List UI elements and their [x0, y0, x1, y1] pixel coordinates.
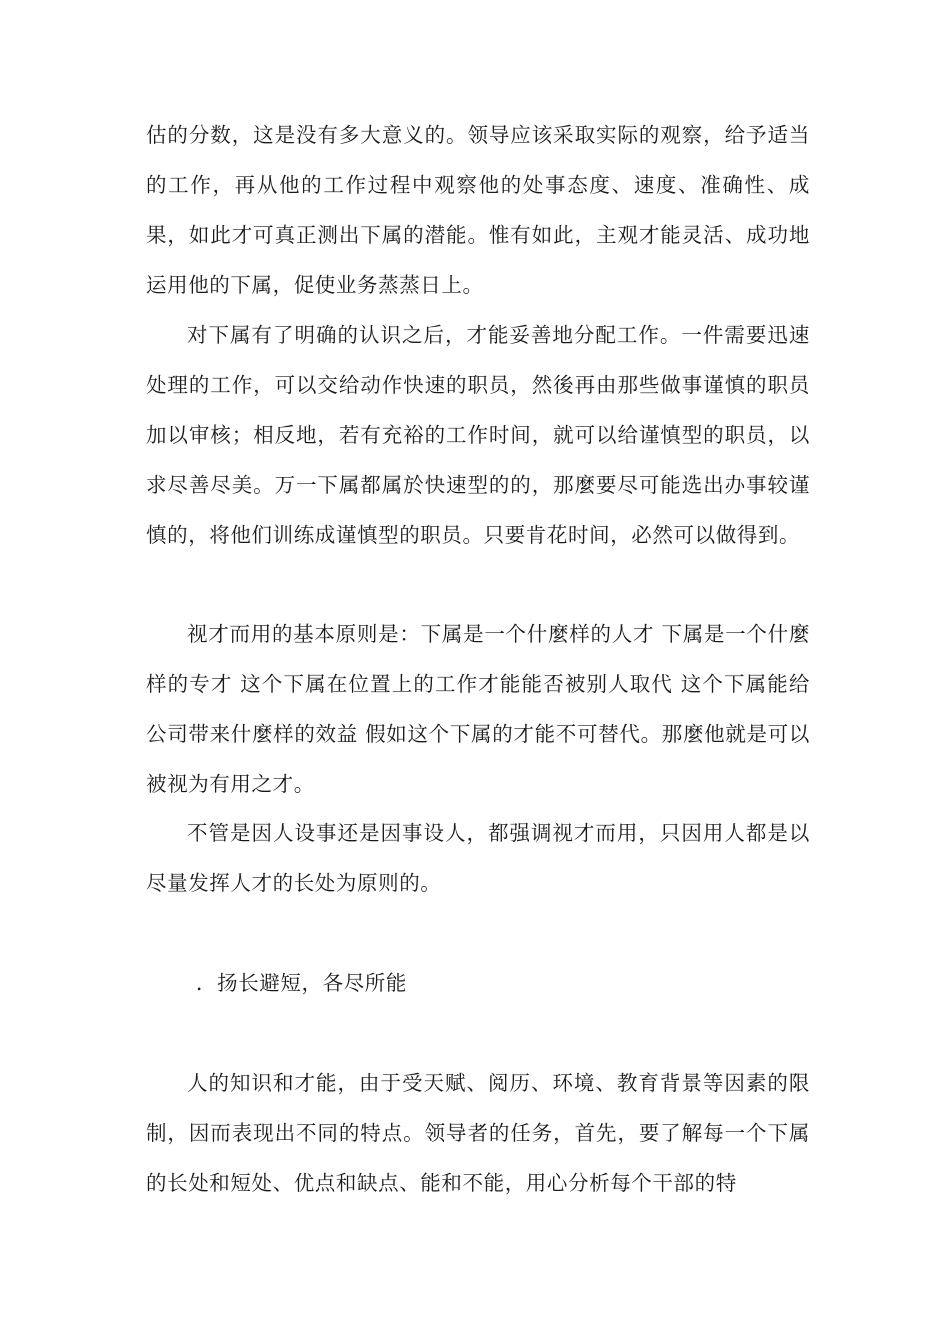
paragraph-summary: 不管是因人设事还是因事设人，都强调视才而用，只因用人都是以尽量发挥人才的长处为原则的。 — [146, 821, 810, 895]
paragraph-task-assignment: 对下属有了明确的认识之后，才能妥善地分配工作。一件需要迅速处理的工作，可以交给动作快速的职员，然後再由那些做事谨慎的职员加以审核；相反地，若有充裕的工作时间，就可以给谨慎型的职员，以求尽善尽美。万一下属都属於快速型的的，那麼要尽可能选出办事较谨慎的，将他们训练成谨慎型的职员。只要肯花时间，必然可以做得到。 — [146, 323, 810, 547]
section-heading: ．扬长避短，各尽所能 — [196, 971, 407, 995]
paragraph-strengths: 人的知识和才能，由于受天赋、阅历、环境、教育背景等因素的限制，因而表现出不同的特点。领导者的任务，首先，要了解每一个下属的长处和短处、优点和缺点、能和不能，用心分析每个干部的特 — [146, 1071, 810, 1195]
paragraph-principles: 视才而用的基本原则是：下属是一个什麼样的人才 下属是一个什麼样的专才 这个下属在位置上的工作才能能否被别人取代 这个下属能给公司带来什麼样的效益 假如这个下属的才能不可替代。那麼他就是可以被视为有用之才。 — [146, 622, 810, 796]
paragraph-continued: 估的分数，这是没有多大意义的。领导应该采取实际的观察，给予适当的工作，再从他的工作过程中观察他的处事态度、速度、准确性、成果，如此才可真正测出下属的潜能。惟有如此，主观才能灵活、成功地运用他的下属，促使业务蒸蒸日上。 — [146, 123, 810, 297]
